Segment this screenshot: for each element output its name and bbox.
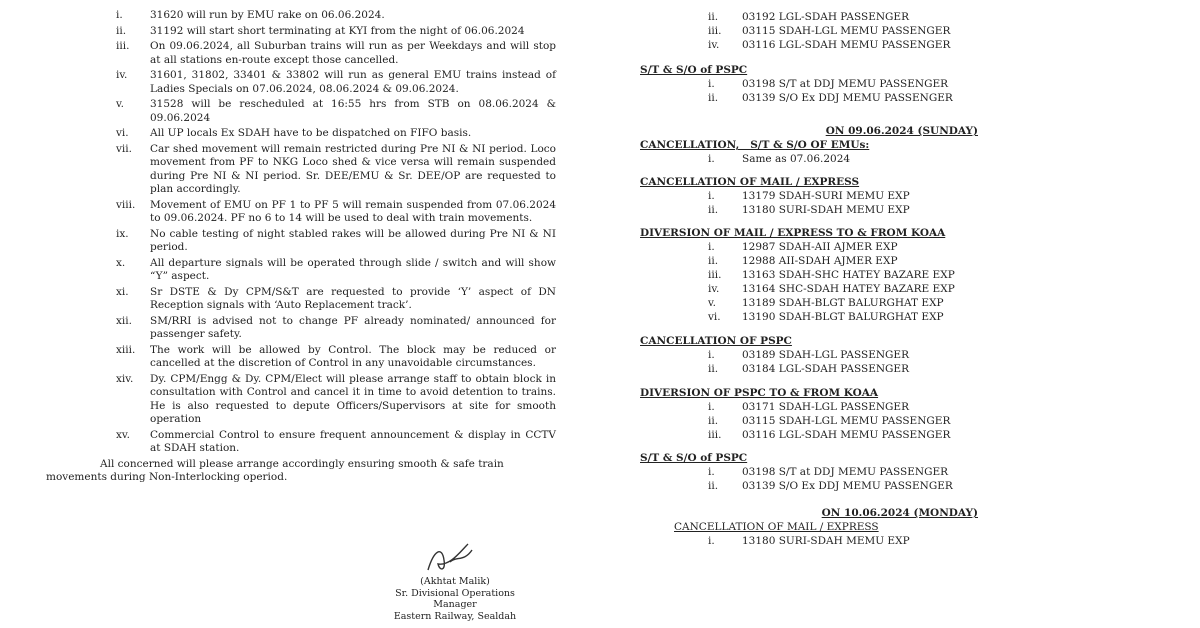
- item-text: The work will be allowed by Control. The block may be reduced or cancelled at the discretion of Control in any unavoidable circumstances.: [150, 343, 556, 369]
- row-number: ii.: [708, 415, 719, 427]
- row-number: ii.: [708, 480, 719, 492]
- signatory-org: Eastern Railway, Sealdah: [393, 610, 517, 622]
- row-text: 03116 LGL-SDAH MEMU PASSENGER: [742, 39, 951, 51]
- list-item: [46, 373, 556, 427]
- row-number: ii.: [708, 11, 719, 23]
- item-number: xii.: [116, 314, 132, 327]
- item-text: 31620 will run by EMU rake on 06.06.2024.: [150, 9, 385, 21]
- row-number: i.: [708, 535, 715, 547]
- item-number: xi.: [116, 285, 129, 298]
- item-text: On 09.06.2024, all Suburban trains will run as per Weekdays and will stop at all stations en-route except those cancelled.: [150, 40, 556, 66]
- row-text: Same as 07.06.2024: [742, 153, 851, 165]
- train-row: [640, 254, 980, 268]
- train-row: [640, 77, 980, 91]
- row-text: 12988 AII-SDAH AJMER EXP: [742, 255, 898, 267]
- section-heading: DIVERSION OF PSPC TO & FROM KOAA: [640, 387, 879, 399]
- train-row: [640, 91, 980, 105]
- section-heading: CANCELLATION OF MAIL / EXPRESS: [674, 521, 879, 533]
- row-text: 13190 SDAH-BLGT BALURGHAT EXP: [742, 311, 944, 323]
- train-row: [640, 348, 980, 362]
- item-number: iv.: [116, 69, 128, 81]
- item-number: v.: [116, 98, 125, 110]
- train-row: [640, 479, 980, 493]
- row-text: 03192 LGL-SDAH PASSENGER: [742, 11, 910, 23]
- item-text: 31601, 31802, 33401 & 33802 will run as general EMU trains instead of Ladies Specials on 07.06.2024, 08.06.2024 & 09.06.2024.: [150, 69, 556, 95]
- row-text: 13179 SDAH-SURI MEMU EXP: [742, 190, 910, 202]
- train-row: [640, 296, 980, 310]
- row-number: i.: [708, 349, 715, 361]
- row-number: iii.: [708, 25, 722, 37]
- section-cancellation-mail-1006: [640, 520, 980, 548]
- item-text: Movement of EMU on PF 1 to PF 5 will remain suspended from 07.06.2024 to 09.06.2024. PF no 6 to 14 will be used to deal with train movements.: [150, 198, 556, 224]
- row-number: i.: [708, 190, 715, 202]
- item-text: 31192 will start short terminating at KYI from the night of 06.06.2024: [150, 24, 525, 37]
- item-number: vii.: [116, 142, 132, 155]
- section-diversion-mail: [640, 226, 980, 324]
- list-item: [46, 143, 556, 197]
- section-st-so-pspc-2: [640, 451, 980, 493]
- section-heading: CANCELLATION, S/T & S/O OF EMUs:: [640, 139, 870, 151]
- section-heading: S/T & S/O of PSPC: [640, 452, 748, 464]
- item-text: All departure signals will be operated through slide / switch and will show “Y” aspect.: [150, 256, 556, 282]
- item-text: All UP locals Ex SDAH have to be dispatched on FIFO basis.: [150, 127, 472, 139]
- row-number: iv.: [708, 39, 720, 51]
- signatory-name: (Akhtat Malik): [420, 576, 490, 587]
- row-number: v.: [708, 297, 717, 309]
- row-number: iii.: [708, 269, 722, 281]
- item-number: xv.: [116, 428, 130, 441]
- item-text: 31528 will be rescheduled at 16:55 hrs from STB on 08.06.2024 & 09.06.2024: [150, 98, 556, 124]
- signature-block: [380, 540, 530, 622]
- train-row: [640, 189, 980, 203]
- item-text: No cable testing of night stabled rakes will be allowed during Pre NI & NI period.: [150, 227, 556, 253]
- item-number: x.: [116, 256, 126, 269]
- row-number: ii.: [708, 363, 719, 375]
- train-row: [640, 362, 980, 376]
- list-item: [46, 257, 556, 284]
- train-row: [640, 240, 980, 254]
- date-heading-1006: ON 10.06.2024 (MONDAY): [821, 507, 978, 519]
- train-row: [640, 534, 980, 548]
- item-number: vi.: [116, 127, 129, 139]
- row-text: 03139 S/O Ex DDJ MEMU PASSENGER: [742, 480, 953, 492]
- row-text: 03116 LGL-SDAH MEMU PASSENGER: [742, 429, 951, 441]
- list-item: [46, 429, 556, 456]
- row-text: 12987 SDAH-AII AJMER EXP: [742, 241, 898, 253]
- row-text: 03198 S/T at DDJ MEMU PASSENGER: [742, 466, 949, 478]
- list-item: [46, 9, 556, 23]
- train-row: [640, 203, 980, 217]
- list-item: [46, 199, 556, 226]
- instructions-list: [46, 9, 556, 485]
- list-item: [46, 40, 556, 67]
- row-text: 13180 SURI-SDAH MEMU EXP: [742, 535, 910, 547]
- section-st-so-pspc-1: [640, 63, 980, 105]
- row-number: i.: [708, 153, 715, 165]
- list-item: [46, 25, 556, 39]
- train-row: [640, 465, 980, 479]
- item-number: xiv.: [116, 372, 134, 385]
- row-text: 03115 SDAH-LGL MEMU PASSENGER: [742, 415, 951, 427]
- section-diversion-pspc: [640, 386, 980, 442]
- row-number: iii.: [708, 429, 722, 441]
- row-number: i.: [708, 466, 715, 478]
- row-number: ii.: [708, 255, 719, 267]
- item-text: SM/RRI is advised not to change PF already nominated/ announced for passenger safety.: [150, 314, 556, 340]
- row-text: 03171 SDAH-LGL PASSENGER: [742, 401, 910, 413]
- row-number: iv.: [708, 283, 720, 295]
- item-text: Commercial Control to ensure frequent announcement & display in CCTV at SDAH station.: [150, 428, 556, 454]
- item-number: viii.: [116, 198, 136, 211]
- row-text: 03139 S/O Ex DDJ MEMU PASSENGER: [742, 92, 953, 104]
- section-heading: S/T & S/O of PSPC: [640, 64, 748, 76]
- closing-paragraph: All concerned will please arrange accordingly ensuring smooth & safe train movements during Non-Interlocking operiod.: [46, 457, 504, 483]
- section-top-rows: [640, 10, 980, 52]
- section-cancellation-emu: [640, 138, 980, 166]
- item-number: ii.: [116, 24, 127, 37]
- item-number: i.: [116, 9, 123, 21]
- row-text: 03184 LGL-SDAH PASSENGER: [742, 363, 910, 375]
- section-cancellation-pspc: [640, 334, 980, 376]
- section-heading: CANCELLATION OF PSPC: [640, 335, 792, 347]
- train-row: [640, 24, 980, 38]
- list-item: [46, 98, 556, 125]
- list-item: [46, 315, 556, 342]
- list-item: [46, 127, 556, 141]
- row-number: i.: [708, 78, 715, 90]
- train-row: [640, 414, 980, 428]
- numbered-items: [46, 9, 556, 456]
- item-number: iii.: [116, 40, 130, 52]
- section-heading: CANCELLATION OF MAIL / EXPRESS: [640, 176, 860, 188]
- train-row: [640, 152, 980, 166]
- train-row: [640, 10, 980, 24]
- row-text: 13180 SURI-SDAH MEMU EXP: [742, 204, 910, 216]
- item-text: Dy. CPM/Engg & Dy. CPM/Elect will please arrange staff to obtain block in consultation with Control and cancel it in time to avoid detention to trains. He is also requested to depute Officers/Supervisors at site for smooth operation: [150, 372, 556, 425]
- list-item: [46, 286, 556, 313]
- train-row: [640, 310, 980, 324]
- signatory-title: Sr. Divisional Operations Manager: [395, 587, 515, 610]
- row-text: 03189 SDAH-LGL PASSENGER: [742, 349, 910, 361]
- item-number: ix.: [116, 227, 129, 240]
- train-row: [640, 428, 980, 442]
- date-heading-0906: ON 09.06.2024 (SUNDAY): [825, 125, 978, 137]
- row-text: 03198 S/T at DDJ MEMU PASSENGER: [742, 78, 949, 90]
- list-item: [46, 69, 556, 96]
- list-item: [46, 228, 556, 255]
- row-text: 03115 SDAH-LGL MEMU PASSENGER: [742, 25, 951, 37]
- item-text: Sr DSTE & Dy CPM/S&T are requested to provide ‘Y’ aspect of DN Reception signals with ‘Auto Replacement track’.: [150, 285, 556, 311]
- item-text: Car shed movement will remain restricted during Pre NI & NI period. Loco movement from PF to NKG Loco shed & vice versa will remain suspended during Pre NI & NI period. Sr. DEE/EMU & Sr. DEE/OP are requested to plan accordingly.: [150, 142, 556, 195]
- item-number: xiii.: [116, 343, 136, 356]
- handwritten-signature: [420, 540, 490, 576]
- row-number: ii.: [708, 92, 719, 104]
- row-text: 13163 SDAH-SHC HATEY BAZARE EXP: [742, 269, 955, 281]
- list-item: [46, 344, 556, 371]
- section-cancellation-mail: [640, 175, 980, 217]
- row-text: 13189 SDAH-BLGT BALURGHAT EXP: [742, 297, 944, 309]
- row-text: 13164 SHC-SDAH HATEY BAZARE EXP: [742, 283, 955, 295]
- row-number: i.: [708, 241, 715, 253]
- row-number: i.: [708, 401, 715, 413]
- train-row: [640, 38, 980, 52]
- row-number: ii.: [708, 204, 719, 216]
- train-row: [640, 400, 980, 414]
- row-number: vi.: [708, 311, 721, 323]
- section-heading: DIVERSION OF MAIL / EXPRESS TO & FROM KOAA: [640, 227, 946, 239]
- train-row: [640, 268, 980, 282]
- train-row: [640, 282, 980, 296]
